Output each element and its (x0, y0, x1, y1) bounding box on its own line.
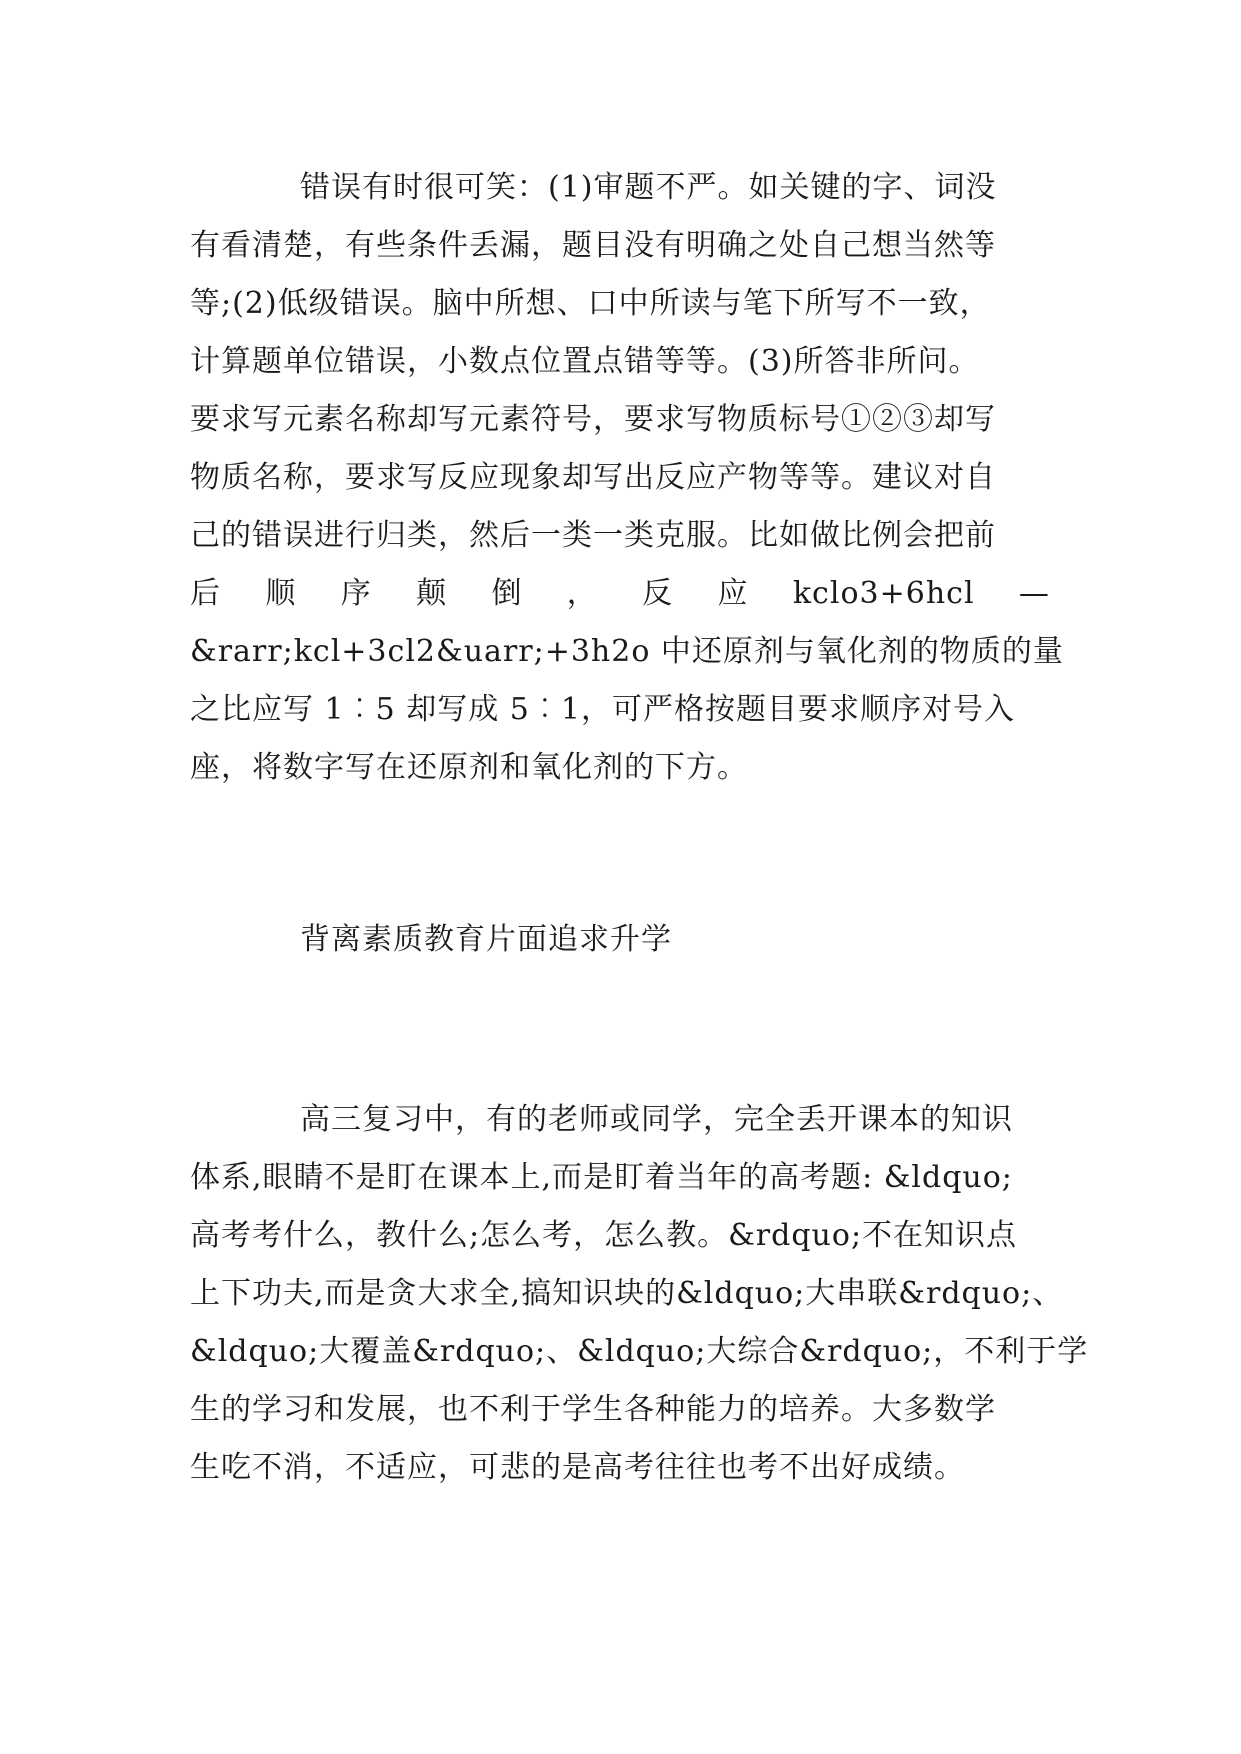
paragraph2-line-2: 体系,眼睛不是盯在课本上,而是盯着当年的高考题: &ldquo; (190, 1160, 1013, 1195)
paragraph1-line-1: 错误有时很可笑：(1)审题不严。如关键的字、词没 (300, 170, 997, 205)
justified-word: 倒 (491, 576, 523, 611)
paragraph1-line-11: 座，将数字写在还原剂和氧化剂的下方。 (190, 750, 748, 785)
paragraph1-line-8 (190, 574, 1050, 614)
paragraph2-line-6: 生的学习和发展，也不利于学生各种能力的培养。大多数学 (190, 1392, 996, 1427)
paragraph2-line-7: 生吃不消，不适应，可悲的是高考往往也考不出好成绩。 (190, 1450, 965, 1485)
justified-word: kclo3+6hcl (792, 576, 975, 611)
paragraph1-line-6: 物质名称，要求写反应现象却写出反应产物等等。建议对自 (190, 460, 996, 495)
justified-word: 反 (642, 576, 674, 611)
paragraph1-line-4: 计算题单位错误，小数点位置点错等等。(3)所答非所问。 (190, 344, 980, 379)
paragraph2-line-4: 上下功夫,而是贪大求全,搞知识块的&ldquo;大串联&rdquo;、 (190, 1276, 1064, 1311)
justified-word: 序 (340, 576, 372, 611)
justified-word: 后 (190, 576, 221, 611)
paragraph1-line-10: 之比应写 1︰5 却写成 5︰1，可严格按题目要求顺序对号入 (190, 692, 1015, 727)
paragraph1-line-7: 己的错误进行归类，然后一类一类克服。比如做比例会把前 (190, 518, 996, 553)
paragraph1-line-9: &rarr;kcl+3cl2&uarr;+3h2o 中还原剂与氧化剂的物质的量 (190, 634, 1064, 669)
paragraph2-line-3: 高考考什么，教什么;怎么考，怎么教。&rdquo;不在知识点 (190, 1218, 1018, 1253)
paragraph1-line-3: 等;(2)低级错误。脑中所想、口中所读与笔下所写不一致， (190, 286, 991, 321)
justified-word: — (1018, 576, 1050, 611)
paragraph1-line-5: 要求写元素名称却写元素符号，要求写物质标号①②③却写 (190, 402, 996, 437)
justified-word: 颠 (416, 576, 448, 611)
justified-word: 顺 (265, 576, 297, 611)
justified-word: 应 (717, 576, 749, 611)
paragraph1-line-2: 有看清楚，有些条件丢漏，题目没有明确之处自己想当然等 (190, 228, 996, 263)
justified-word: ， (566, 576, 598, 611)
section-heading: 背离素质教育片面追求升学 (300, 922, 672, 957)
paragraph2-line-5: &ldquo;大覆盖&rdquo;、&ldquo;大综合&rdquo;，不利于学 (190, 1334, 1089, 1369)
paragraph2-line-1: 高三复习中，有的老师或同学，完全丢开课本的知识 (300, 1102, 1013, 1137)
